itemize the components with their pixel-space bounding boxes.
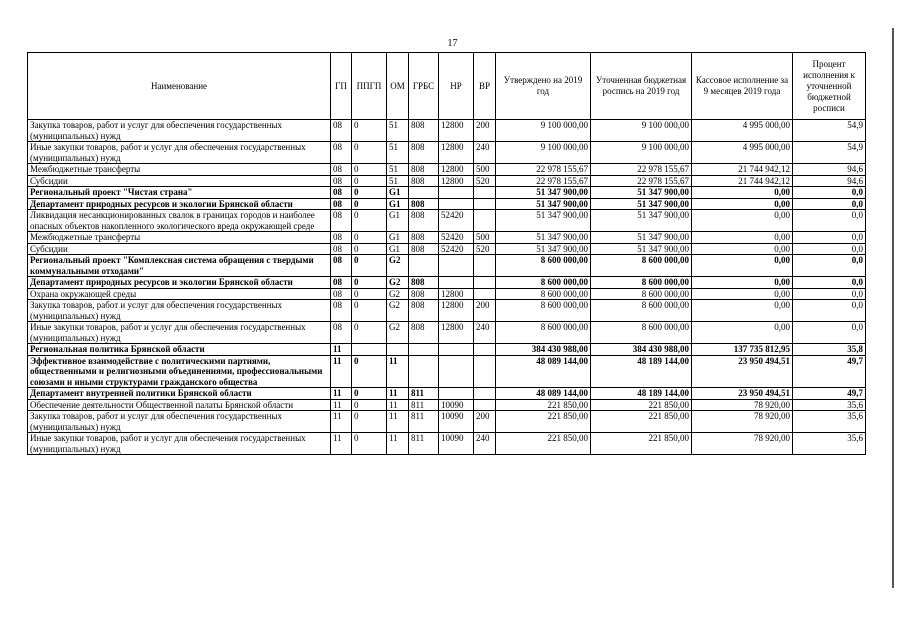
row-vr bbox=[474, 388, 496, 400]
row-grbs bbox=[409, 187, 439, 199]
row-ppgp: 0 bbox=[352, 142, 387, 164]
row-om: 51 bbox=[387, 175, 409, 187]
row-grbs: 808 bbox=[409, 120, 439, 142]
row-grbs: 808 bbox=[409, 232, 439, 244]
table-row bbox=[28, 322, 866, 344]
row-gp: 08 bbox=[331, 300, 352, 322]
row-nr: 52420 bbox=[439, 210, 474, 232]
row-percent: 0,0 bbox=[793, 187, 866, 199]
row-vr: 520 bbox=[474, 243, 496, 255]
row-percent: 0,0 bbox=[793, 255, 866, 277]
row-approved: 51 347 900,00 bbox=[496, 198, 591, 210]
row-vr bbox=[474, 344, 496, 356]
table-row bbox=[28, 164, 866, 176]
table-row bbox=[28, 142, 866, 164]
row-approved: 9 100 000,00 bbox=[496, 120, 591, 142]
row-cash: 0,00 bbox=[692, 322, 793, 344]
row-gp: 08 bbox=[331, 198, 352, 210]
row-approved: 51 347 900,00 bbox=[496, 210, 591, 232]
row-om: 11 bbox=[387, 399, 409, 411]
header-approved: Утверждено на 2019 год bbox=[496, 53, 591, 120]
row-gp: 08 bbox=[331, 187, 352, 199]
header-gp: ГП bbox=[331, 53, 352, 120]
row-nr: 12800 bbox=[439, 164, 474, 176]
row-name: Иные закупки товаров, работ и услуг для обеспечения государственных (муниципальных) нужд bbox=[28, 142, 331, 164]
row-percent: 94,6 bbox=[793, 175, 866, 187]
row-grbs: 808 bbox=[409, 175, 439, 187]
row-nr: 12800 bbox=[439, 142, 474, 164]
table-row bbox=[28, 388, 866, 400]
row-percent: 49,7 bbox=[793, 355, 866, 388]
row-name: Охрана окружающей среды bbox=[28, 288, 331, 300]
row-vr bbox=[474, 288, 496, 300]
row-refined: 48 189 144,00 bbox=[591, 355, 692, 388]
row-grbs bbox=[409, 344, 439, 356]
row-cash: 78 920,00 bbox=[692, 433, 793, 455]
table-row bbox=[28, 300, 866, 322]
row-name: Департамент внутренней политики Брянской области bbox=[28, 388, 331, 400]
row-vr: 200 bbox=[474, 120, 496, 142]
row-nr bbox=[439, 344, 474, 356]
row-ppgp: 0 bbox=[352, 433, 387, 455]
row-percent: 0,0 bbox=[793, 288, 866, 300]
row-gp: 08 bbox=[331, 322, 352, 344]
row-grbs: 811 bbox=[409, 388, 439, 400]
row-refined: 8 600 000,00 bbox=[591, 300, 692, 322]
row-gp: 08 bbox=[331, 210, 352, 232]
row-nr: 10090 bbox=[439, 411, 474, 433]
row-percent: 0,0 bbox=[793, 243, 866, 255]
row-cash: 0,00 bbox=[692, 288, 793, 300]
row-vr bbox=[474, 399, 496, 411]
header-nr: НР bbox=[439, 53, 474, 120]
row-percent: 35,6 bbox=[793, 433, 866, 455]
row-om: G1 bbox=[387, 210, 409, 232]
row-nr: 12800 bbox=[439, 175, 474, 187]
row-gp: 08 bbox=[331, 164, 352, 176]
row-refined: 221 850,00 bbox=[591, 411, 692, 433]
row-ppgp: 0 bbox=[352, 175, 387, 187]
table-row bbox=[28, 355, 866, 388]
row-nr: 12800 bbox=[439, 120, 474, 142]
row-cash: 137 735 812,95 bbox=[692, 344, 793, 356]
table-row bbox=[28, 210, 866, 232]
row-grbs: 811 bbox=[409, 411, 439, 433]
table-row bbox=[28, 255, 866, 277]
row-cash: 4 995 000,00 bbox=[692, 120, 793, 142]
row-cash: 78 920,00 bbox=[692, 399, 793, 411]
row-vr: 200 bbox=[474, 300, 496, 322]
row-gp: 08 bbox=[331, 120, 352, 142]
row-vr: 240 bbox=[474, 322, 496, 344]
row-grbs: 808 bbox=[409, 142, 439, 164]
row-ppgp: 0 bbox=[352, 355, 387, 388]
row-name: Ликвидация несанкционированных свалок в границах городов и наиболее опасных объектов накопленного экологического вреда окружающей среде bbox=[28, 210, 331, 232]
row-name: Субсидии bbox=[28, 243, 331, 255]
row-gp: 08 bbox=[331, 255, 352, 277]
row-nr bbox=[439, 187, 474, 199]
row-name: Региональная политика Брянской области bbox=[28, 344, 331, 356]
row-cash: 21 744 942,12 bbox=[692, 164, 793, 176]
row-vr bbox=[474, 355, 496, 388]
row-grbs: 808 bbox=[409, 198, 439, 210]
row-refined: 8 600 000,00 bbox=[591, 288, 692, 300]
row-refined: 22 978 155,67 bbox=[591, 164, 692, 176]
row-percent: 94,6 bbox=[793, 164, 866, 176]
table-row bbox=[28, 399, 866, 411]
header-grbs: ГРБС bbox=[409, 53, 439, 120]
row-vr: 240 bbox=[474, 142, 496, 164]
row-om: G2 bbox=[387, 288, 409, 300]
table-row bbox=[28, 187, 866, 199]
row-gp: 08 bbox=[331, 277, 352, 289]
row-grbs: 808 bbox=[409, 164, 439, 176]
row-vr: 240 bbox=[474, 433, 496, 455]
row-refined: 221 850,00 bbox=[591, 399, 692, 411]
header-ppgp: ППГП bbox=[352, 53, 387, 120]
row-gp: 11 bbox=[331, 411, 352, 433]
row-percent: 0,0 bbox=[793, 322, 866, 344]
row-percent: 35,6 bbox=[793, 411, 866, 433]
row-name: Межбюджетные трансферты bbox=[28, 232, 331, 244]
row-om: G2 bbox=[387, 277, 409, 289]
row-approved: 9 100 000,00 bbox=[496, 142, 591, 164]
row-approved: 51 347 900,00 bbox=[496, 232, 591, 244]
row-percent: 54,9 bbox=[793, 142, 866, 164]
row-name: Иные закупки товаров, работ и услуг для обеспечения государственных (муниципальных) нужд bbox=[28, 322, 331, 344]
table-row bbox=[28, 175, 866, 187]
row-nr: 10090 bbox=[439, 433, 474, 455]
header-cash: Кассовое исполнение за 9 месяцев 2019 года bbox=[692, 53, 793, 120]
row-vr: 500 bbox=[474, 164, 496, 176]
row-approved: 48 089 144,00 bbox=[496, 355, 591, 388]
row-percent: 54,9 bbox=[793, 120, 866, 142]
row-name: Закупка товаров, работ и услуг для обеспечения государственных (муниципальных) нужд bbox=[28, 120, 331, 142]
row-approved: 8 600 000,00 bbox=[496, 288, 591, 300]
row-grbs: 808 bbox=[409, 210, 439, 232]
header-percent: Процент исполнения к уточненной бюджетной росписи bbox=[793, 53, 866, 120]
row-ppgp: 0 bbox=[352, 164, 387, 176]
row-name: Закупка товаров, работ и услуг для обеспечения государственных (муниципальных) нужд bbox=[28, 300, 331, 322]
row-name: Закупка товаров, работ и услуг для обеспечения государственных (муниципальных) нужд bbox=[28, 411, 331, 433]
row-cash: 21 744 942,12 bbox=[692, 175, 793, 187]
row-nr: 12800 bbox=[439, 300, 474, 322]
row-ppgp: 0 bbox=[352, 288, 387, 300]
row-refined: 221 850,00 bbox=[591, 433, 692, 455]
table-row bbox=[28, 411, 866, 433]
row-name: Субсидии bbox=[28, 175, 331, 187]
row-name: Межбюджетные трансферты bbox=[28, 164, 331, 176]
row-cash: 0,00 bbox=[692, 255, 793, 277]
row-om: G1 bbox=[387, 198, 409, 210]
row-gp: 11 bbox=[331, 433, 352, 455]
row-ppgp: 0 bbox=[352, 255, 387, 277]
row-nr: 52420 bbox=[439, 232, 474, 244]
scan-edge-line bbox=[892, 28, 894, 588]
row-ppgp: 0 bbox=[352, 399, 387, 411]
row-vr: 200 bbox=[474, 411, 496, 433]
row-om: G2 bbox=[387, 322, 409, 344]
row-approved: 22 978 155,67 bbox=[496, 175, 591, 187]
row-refined: 51 347 900,00 bbox=[591, 210, 692, 232]
row-percent: 35,8 bbox=[793, 344, 866, 356]
header-vr: ВР bbox=[474, 53, 496, 120]
row-gp: 08 bbox=[331, 142, 352, 164]
table-row bbox=[28, 232, 866, 244]
row-cash: 0,00 bbox=[692, 198, 793, 210]
row-om: 11 bbox=[387, 355, 409, 388]
table-row bbox=[28, 243, 866, 255]
row-refined: 48 189 144,00 bbox=[591, 388, 692, 400]
row-refined: 51 347 900,00 bbox=[591, 187, 692, 199]
row-ppgp: 0 bbox=[352, 388, 387, 400]
page-number: 17 bbox=[447, 38, 458, 49]
row-om: 11 bbox=[387, 388, 409, 400]
row-om: G1 bbox=[387, 243, 409, 255]
row-gp: 11 bbox=[331, 344, 352, 356]
row-vr bbox=[474, 198, 496, 210]
row-name: Региональный проект "Комплексная система обращения с твердыми коммунальными отходами" bbox=[28, 255, 331, 277]
row-refined: 9 100 000,00 bbox=[591, 142, 692, 164]
row-name: Обеспечение деятельности Общественной палаты Брянской области bbox=[28, 399, 331, 411]
row-gp: 08 bbox=[331, 175, 352, 187]
row-cash: 0,00 bbox=[692, 210, 793, 232]
row-nr: 52420 bbox=[439, 243, 474, 255]
row-om: G2 bbox=[387, 255, 409, 277]
row-grbs: 811 bbox=[409, 399, 439, 411]
row-ppgp: 0 bbox=[352, 322, 387, 344]
row-ppgp: 0 bbox=[352, 411, 387, 433]
row-name: Эффективное взаимодействие с политическими партиями, общественными и религиозными объединениями, профессиональными союзами и иными структурами гражданского общества bbox=[28, 355, 331, 388]
row-om: 11 bbox=[387, 411, 409, 433]
table-row bbox=[28, 288, 866, 300]
row-ppgp: 0 bbox=[352, 198, 387, 210]
row-refined: 8 600 000,00 bbox=[591, 255, 692, 277]
table-row bbox=[28, 277, 866, 289]
row-cash: 78 920,00 bbox=[692, 411, 793, 433]
row-name: Региональный проект "Чистая страна" bbox=[28, 187, 331, 199]
row-grbs: 808 bbox=[409, 300, 439, 322]
row-om: 51 bbox=[387, 142, 409, 164]
row-gp: 08 bbox=[331, 232, 352, 244]
row-refined: 22 978 155,67 bbox=[591, 175, 692, 187]
row-om: G1 bbox=[387, 187, 409, 199]
row-vr bbox=[474, 255, 496, 277]
table-body bbox=[28, 120, 866, 455]
row-vr bbox=[474, 210, 496, 232]
row-ppgp: 0 bbox=[352, 210, 387, 232]
row-grbs: 808 bbox=[409, 288, 439, 300]
row-refined: 8 600 000,00 bbox=[591, 277, 692, 289]
row-grbs: 811 bbox=[409, 433, 439, 455]
row-gp: 11 bbox=[331, 399, 352, 411]
row-om: 51 bbox=[387, 120, 409, 142]
row-om bbox=[387, 344, 409, 356]
header-om: ОМ bbox=[387, 53, 409, 120]
row-refined: 8 600 000,00 bbox=[591, 322, 692, 344]
row-gp: 11 bbox=[331, 388, 352, 400]
row-name: Департамент природных ресурсов и экологии Брянской области bbox=[28, 277, 331, 289]
row-nr bbox=[439, 198, 474, 210]
row-approved: 51 347 900,00 bbox=[496, 243, 591, 255]
row-approved: 221 850,00 bbox=[496, 411, 591, 433]
row-cash: 0,00 bbox=[692, 187, 793, 199]
row-ppgp bbox=[352, 344, 387, 356]
row-percent: 0,0 bbox=[793, 277, 866, 289]
row-nr: 10090 bbox=[439, 399, 474, 411]
row-refined: 51 347 900,00 bbox=[591, 243, 692, 255]
row-cash: 0,00 bbox=[692, 232, 793, 244]
row-approved: 221 850,00 bbox=[496, 433, 591, 455]
row-ppgp: 0 bbox=[352, 120, 387, 142]
row-grbs bbox=[409, 255, 439, 277]
row-approved: 8 600 000,00 bbox=[496, 322, 591, 344]
row-nr bbox=[439, 277, 474, 289]
row-name: Иные закупки товаров, работ и услуг для обеспечения государственных (муниципальных) нужд bbox=[28, 433, 331, 455]
row-nr bbox=[439, 355, 474, 388]
row-gp: 08 bbox=[331, 243, 352, 255]
row-percent: 0,0 bbox=[793, 232, 866, 244]
row-percent: 49,7 bbox=[793, 388, 866, 400]
row-refined: 9 100 000,00 bbox=[591, 120, 692, 142]
row-approved: 384 430 988,00 bbox=[496, 344, 591, 356]
row-gp: 11 bbox=[331, 355, 352, 388]
row-refined: 384 430 988,00 bbox=[591, 344, 692, 356]
row-om: G1 bbox=[387, 232, 409, 244]
row-grbs: 808 bbox=[409, 322, 439, 344]
row-nr: 12800 bbox=[439, 288, 474, 300]
row-approved: 8 600 000,00 bbox=[496, 300, 591, 322]
row-approved: 22 978 155,67 bbox=[496, 164, 591, 176]
row-approved: 8 600 000,00 bbox=[496, 255, 591, 277]
row-cash: 23 950 494,51 bbox=[692, 388, 793, 400]
row-grbs: 808 bbox=[409, 243, 439, 255]
row-percent: 0,0 bbox=[793, 198, 866, 210]
header-name: Наименование bbox=[28, 53, 331, 120]
row-grbs bbox=[409, 355, 439, 388]
row-vr bbox=[474, 187, 496, 199]
row-grbs: 808 bbox=[409, 277, 439, 289]
row-om: 51 bbox=[387, 164, 409, 176]
row-approved: 221 850,00 bbox=[496, 399, 591, 411]
row-vr: 500 bbox=[474, 232, 496, 244]
row-nr bbox=[439, 388, 474, 400]
row-cash: 4 995 000,00 bbox=[692, 142, 793, 164]
row-om: 11 bbox=[387, 433, 409, 455]
row-vr bbox=[474, 277, 496, 289]
row-ppgp: 0 bbox=[352, 300, 387, 322]
row-ppgp: 0 bbox=[352, 187, 387, 199]
row-percent: 0,0 bbox=[793, 300, 866, 322]
row-cash: 0,00 bbox=[692, 300, 793, 322]
row-percent: 0,0 bbox=[793, 210, 866, 232]
table-row bbox=[28, 433, 866, 455]
row-cash: 23 950 494,51 bbox=[692, 355, 793, 388]
row-ppgp: 0 bbox=[352, 232, 387, 244]
row-cash: 0,00 bbox=[692, 277, 793, 289]
row-nr: 12800 bbox=[439, 322, 474, 344]
budget-table bbox=[27, 52, 866, 455]
row-percent: 35,6 bbox=[793, 399, 866, 411]
row-om: G2 bbox=[387, 300, 409, 322]
header-refined: Уточненная бюджетная роспись на 2019 год bbox=[591, 53, 692, 120]
row-gp: 08 bbox=[331, 288, 352, 300]
table-header bbox=[28, 53, 866, 120]
row-ppgp: 0 bbox=[352, 277, 387, 289]
row-refined: 51 347 900,00 bbox=[591, 232, 692, 244]
table-row bbox=[28, 120, 866, 142]
row-nr bbox=[439, 255, 474, 277]
row-ppgp: 0 bbox=[352, 243, 387, 255]
row-approved: 48 089 144,00 bbox=[496, 388, 591, 400]
table-row bbox=[28, 198, 866, 210]
row-approved: 8 600 000,00 bbox=[496, 277, 591, 289]
table-row bbox=[28, 344, 866, 356]
row-vr: 520 bbox=[474, 175, 496, 187]
row-approved: 51 347 900,00 bbox=[496, 187, 591, 199]
row-refined: 51 347 900,00 bbox=[591, 198, 692, 210]
row-cash: 0,00 bbox=[692, 243, 793, 255]
row-name: Департамент природных ресурсов и экологии Брянской области bbox=[28, 198, 331, 210]
